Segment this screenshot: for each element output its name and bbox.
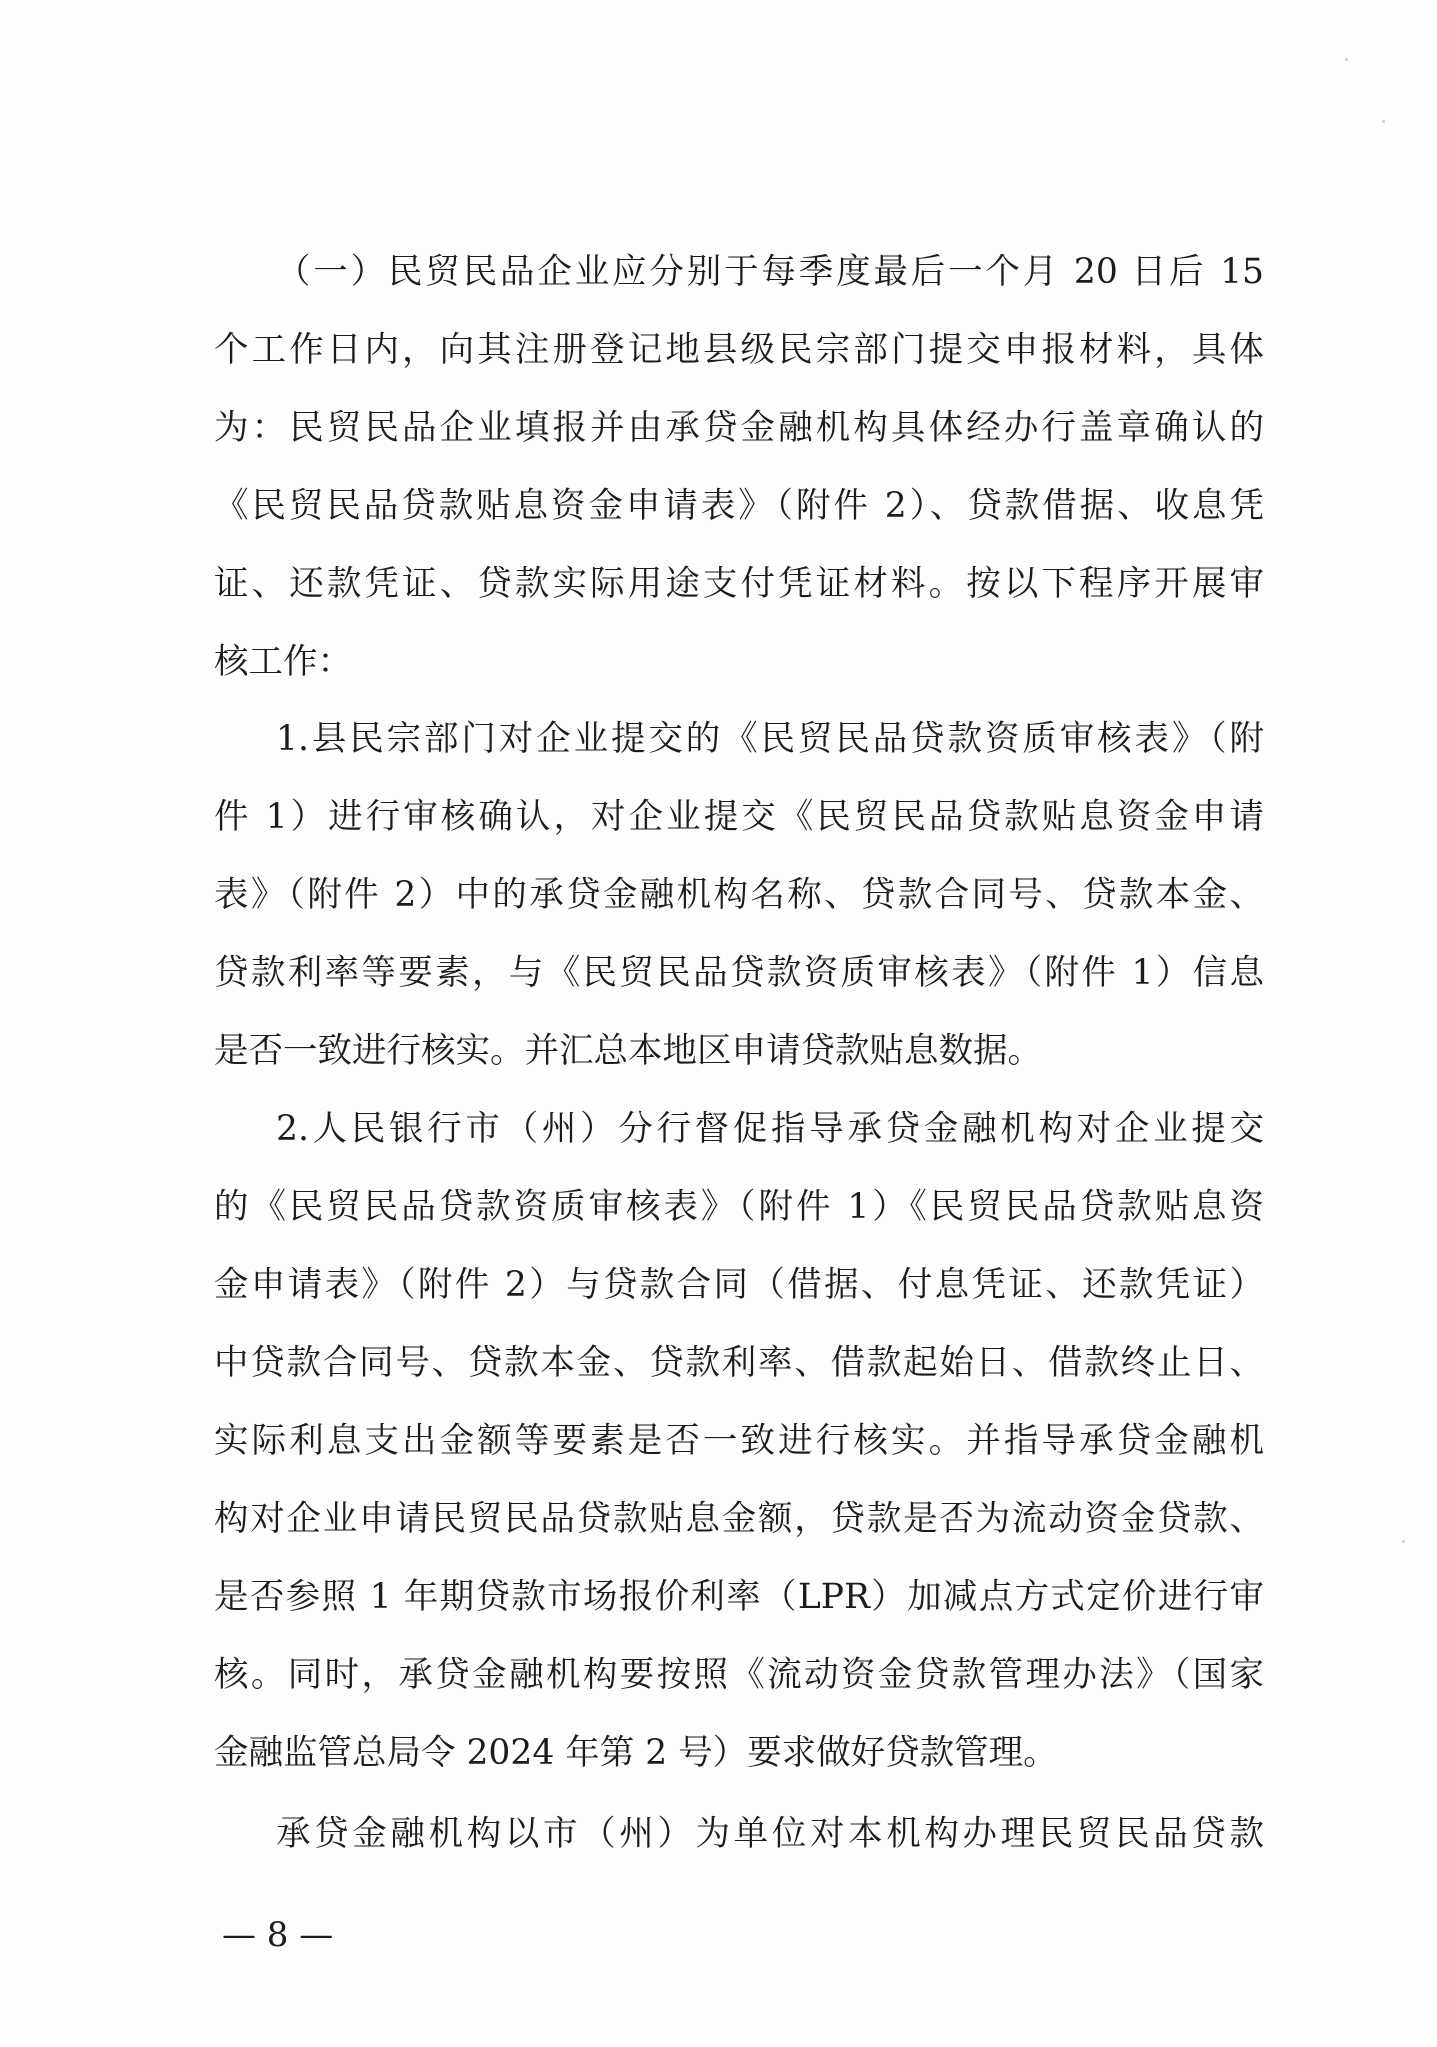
paragraph-2-line-4: 贷款利率等要素，与《民贸民品贷款资质审核表》（附件 1）信息 <box>214 953 1264 993</box>
paragraph-1-line-2: 个工作日内，向其注册登记地县级民宗部门提交申报材料，具体 <box>214 330 1264 370</box>
paragraph-3-line-9: 金融监管总局令 2024 年第 2 号）要求做好贷款管理。 <box>214 1733 1058 1773</box>
paragraph-3-line-6: 构对企业申请民贸民品贷款贴息金额，贷款是否为流动资金贷款、 <box>214 1499 1264 1539</box>
paragraph-1-line-3: 为：民贸民品企业填报并由承贷金融机构具体经办行盖章确认的 <box>214 408 1264 448</box>
paragraph-1-line-6: 核工作： <box>214 642 352 682</box>
paragraph-2-line-3: 表》（附件 2）中的承贷金融机构名称、贷款合同号、贷款本金、 <box>214 875 1264 915</box>
paragraph-2-line-2: 件 1）进行审核确认，对企业提交《民贸民品贷款贴息资金申请 <box>214 797 1264 837</box>
paragraph-3-line-8: 核。同时，承贷金融机构要按照《流动资金贷款管理办法》（国家 <box>214 1655 1264 1695</box>
paragraph-3-line-1: 2.人民银行市（州）分行督促指导承贷金融机构对企业提交 <box>276 1109 1264 1149</box>
paragraph-2-line-1: 1.县民宗部门对企业提交的《民贸民品贷款资质审核表》（附 <box>276 719 1264 759</box>
paragraph-1-line-5: 证、还款凭证、贷款实际用途支付凭证材料。按以下程序开展审 <box>214 564 1264 604</box>
page-number: — 8 — <box>222 1915 334 1955</box>
paragraph-3-line-4: 中贷款合同号、贷款本金、贷款利率、借款起始日、借款终止日、 <box>214 1343 1264 1383</box>
paragraph-3-line-2: 的《民贸民品贷款资质审核表》（附件 1）《民贸民品贷款贴息资 <box>214 1187 1264 1227</box>
scan-speck <box>1402 1540 1405 1543</box>
paragraph-1-line-1: （一）民贸民品企业应分别于每季度最后一个月 20 日后 15 <box>276 252 1264 292</box>
paragraph-3-line-3: 金申请表》（附件 2）与贷款合同（借据、付息凭证、还款凭证） <box>214 1265 1264 1305</box>
paragraph-3-line-5: 实际利息支出金额等要素是否一致进行核实。并指导承贷金融机 <box>214 1421 1264 1461</box>
paragraph-2-line-5: 是否一致进行核实。并汇总本地区申请贷款贴息数据。 <box>214 1031 1042 1071</box>
paragraph-1-line-4: 《民贸民品贷款贴息资金申请表》（附件 2）、贷款借据、收息凭 <box>214 486 1264 526</box>
paragraph-3-line-7: 是否参照 1 年期贷款市场报价利率（LPR）加减点方式定价进行审 <box>214 1577 1264 1617</box>
scan-speck <box>1382 120 1385 123</box>
scan-speck <box>1345 58 1348 61</box>
paragraph-4-line-1: 承贷金融机构以市（州）为单位对本机构办理民贸民品贷款 <box>276 1814 1264 1854</box>
